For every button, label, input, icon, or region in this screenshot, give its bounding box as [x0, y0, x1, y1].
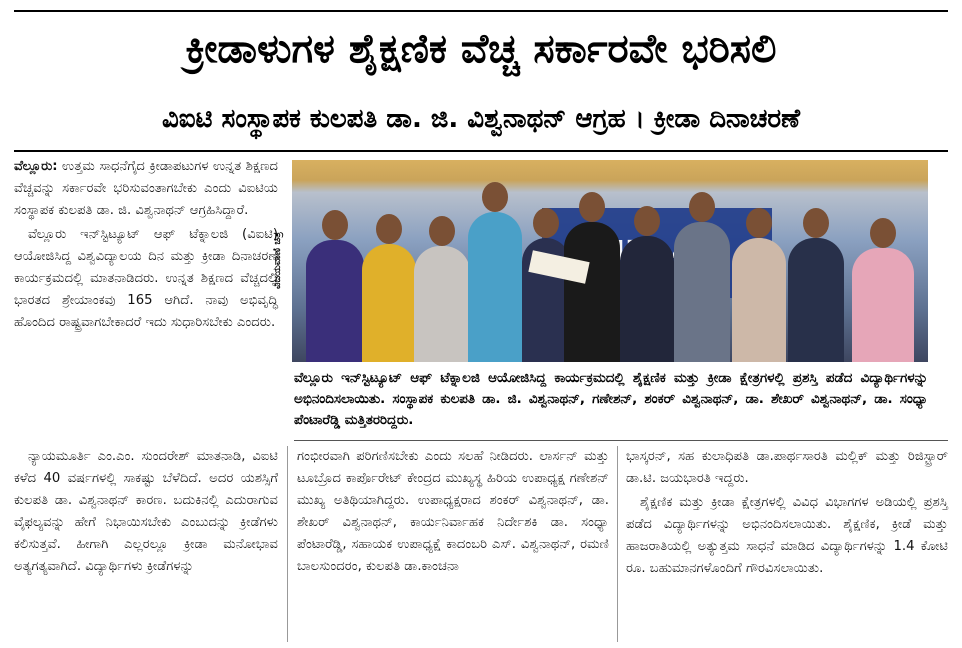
person-figure [362, 244, 416, 362]
event-photo [292, 160, 928, 362]
person-figure [564, 222, 620, 362]
column-1-bottom [14, 446, 278, 580]
column-2 [297, 446, 609, 580]
person-figure [620, 236, 674, 362]
dateline: ವೆಲ್ಲೂರು: [14, 159, 58, 174]
person-figure [414, 246, 470, 362]
subheadline: ವಿಐಟಿ ಸಂಸ್ಥಾಪಕ ಕುಲಪತಿ ಡಾ. ಜಿ. ವಿಶ್ವನಾಥನ್ ಆಗ್ರಹ । ಕ್ರೀಡಾ ದಿನಾಚರಣೆ [161, 104, 801, 134]
person-figure [788, 238, 844, 362]
paragraph-3: ನ್ಯಾಯಮೂರ್ತಿ ಎಂ.ಎಂ. ಸುಂದರೇಶ್ ಮಾತನಾಡಿ, ವಿಐಟಿ ಕಳೆದ 40 ವರ್ಷಗಳಲ್ಲಿ ಸಾಕಷ್ಟು ಬೆಳೆದಿದೆ. ಅದರ ಯಶಸ್ಸಿಗೆ ಕುಲಪತಿ ಡಾ. ವಿಶ್ವನಾಥನ್ ಕಾರಣ. ಬದುಕಿನಲ್ಲಿ ಎದುರಾಗುವ ವೈಫಲ್ಯವನ್ನು ಹೇಗೆ ನಿಭಾಯಿಸಬೇಕು ಎಂಬುದನ್ನು ಕ್ರೀಡೆಗಳು ಕಲಿಸುತ್ತವೆ. ಹೀಗಾಗಿ ಎಲ್ಲರಲ್ಲೂ ಕ್ರೀಡಾ ಮನೋಭಾವ ಅತ್ಯಗತ್ಯವಾಗಿದೆ. ವಿದ್ಯಾರ್ಥಿಗಳು ಕ್ರೀಡೆಗಳನ್ನು [14, 449, 278, 574]
paragraph-5: ಭಾಸ್ಕರನ್, ಸಹ ಕುಲಾಧಿಪತಿ ಡಾ.ಪಾರ್ಥಸಾರತಿ ಮಲ್ಲಿಕ್ ಮತ್ತು ರಿಜಿಸ್ಟ್ರಾರ್ ಡಾ.ಟಿ. ಜಯಭಾರತಿ ಇದ್ದರು. [626, 449, 948, 486]
person-figure [732, 238, 786, 362]
paragraph-1-text: ಉತ್ತಮ ಸಾಧನೆಗೈದ ಕ್ರೀಡಾಪಟುಗಳ ಉನ್ನತ ಶಿಕ್ಷಣದ ವೆಚ್ಚವನ್ನು ಸರ್ಕಾರವೇ ಭರಿಸುವಂತಾಗಬೇಕು ಎಂದು ವಿಐಟಿಯ ಸಂಸ್ಥಾಪಕ ಕುಲಪತಿ ಡಾ. ಜಿ. ವಿಶ್ವನಾಥನ್ ಆಗ್ರಹಿಸಿದ್ದಾರೆ. [14, 159, 278, 218]
paragraph-2: ವೆಲ್ಲೂರು ಇನ್‌ಸ್ಟಿಟ್ಯೂಟ್ ಆಫ್ ಟೆಕ್ನಾಲಜಿ (ವಿಐಟಿ) ಆಯೋಜಿಸಿದ್ದ ವಿಶ್ವವಿದ್ಯಾಲಯ ದಿನ ಮತ್ತು ಕ್ರೀಡಾ ದಿನಾಚರಣೆ ಕಾರ್ಯಕ್ರಮದಲ್ಲಿ ಮಾತನಾಡಿದರು. ಉನ್ನತ ಶಿಕ್ಷಣದ ವೆಚ್ಚದಲ್ಲಿ ಭಾರತದ ಶ್ರೇಯಾಂಕವು 165 ಆಗಿದೆ. ನಾವು ಅಭಿವೃದ್ಧಿ ಹೊಂದಿದ ರಾಷ್ಟ್ರವಾಗಬೇಕಾದರೆ ಇದು ಸುಧಾರಿಸಬೇಕು ಎಂದರು. [14, 227, 278, 330]
person-figure [674, 222, 730, 362]
paragraph-1 [14, 156, 278, 222]
caption-rule [294, 440, 948, 441]
photo-caption: ವೆಲ್ಲೂರು ಇನ್‌ಸ್ಟಿಟ್ಯೂಟ್ ಆಫ್ ಟೆಕ್ನಾಲಜಿ ಆಯೋಜಿಸಿದ್ದ ಕಾರ್ಯಕ್ರಮದಲ್ಲಿ ಶೈಕ್ಷಣಿಕ ಮತ್ತು ಕ್ರೀಡಾ ಕ್ಷೇತ್ರಗಳಲ್ಲಿ ಪ್ರಶಸ್ತಿ ಪಡೆದ ವಿದ್ಯಾರ್ಥಿಗಳನ್ನು ಅಭಿನಂದಿಸಲಾಯಿತು. ಸಂಸ್ಥಾಪಕ ಕುಲಪತಿ ಡಾ. ಜಿ. ವಿಶ್ವನಾಥನ್, ಗಣೇಶನ್, ಶಂಕರ್ ವಿಶ್ವನಾಥನ್, ಡಾ. ಶೇಖರ್ ವಿಶ್ವನಾಥನ್, ಡಾ. ಸಂಧ್ಯಾ ಪೆಂಟಾರೆಡ್ಡಿ ಮತ್ತಿತರರಿದ್ದರು. [294, 371, 928, 428]
headline: ಕ್ರೀಡಾಳುಗಳ ಶೈಕ್ಷಣಿಕ ವೆಚ್ಚ ಸರ್ಕಾರವೇ ಭರಿಸಲಿ [185, 26, 777, 72]
person-figure [468, 212, 522, 362]
column-divider [617, 446, 618, 642]
person-figure [306, 240, 364, 362]
paragraph-6: ಶೈಕ್ಷಣಿಕ ಮತ್ತು ಕ್ರೀಡಾ ಕ್ಷೇತ್ರಗಳಲ್ಲಿ ವಿವಿಧ ವಿಭಾಗಗಳ ಅಡಿಯಲ್ಲಿ ಪ್ರಶಸ್ತಿ ಪಡೆದ ವಿದ್ಯಾರ್ಥಿಗಳನ್ನು ಅಭಿನಂದಿಸಲಾಯಿತು. ಶೈಕ್ಷಣಿಕ, ಕ್ರೀಡೆ ಮತ್ತು ಹಾಜರಾತಿಯಲ್ಲಿ ಅತ್ಯುತ್ತಮ ಸಾಧನೆ ಮಾಡಿದ ವಿದ್ಯಾರ್ಥಿಗಳನ್ನು 1.4 ಕೋಟಿ ರೂ. ಬಹುಮಾನಗಳೊಂದಿಗೆ ಗೌರವಿಸಲಾಯಿತು. [626, 495, 948, 576]
top-rule [14, 10, 948, 12]
column-divider [287, 446, 288, 642]
photo-credit: ವಿಜಯವಾಣಿ ಚಿತ್ರ [272, 232, 283, 290]
column-1-top [14, 156, 278, 336]
paragraph-4: ಗಂಭೀರವಾಗಿ ಪರಿಗಣಿಸಬೇಕು ಎಂದು ಸಲಹೆ ನೀಡಿದರು. ಲಾರ್ಸನ್ ಮತ್ತು ಟೂಬ್ರೊದ ಕಾರ್ಪೊರೇಟ್ ಕೇಂದ್ರದ ಮುಖ್ಯಸ್ಥ ಹಿರಿಯ ಉಪಾಧ್ಯಕ್ಷ ಗಣೇಶನ್ ಮುಖ್ಯ ಅತಿಥಿಯಾಗಿದ್ದರು. ಉಪಾಧ್ಯಕ್ಷರಾದ ಶಂಕರ್ ವಿಶ್ವನಾಥನ್, ಡಾ. ಶೇಖರ್ ವಿಶ್ವನಾಥನ್, ಕಾರ್ಯನಿರ್ವಾಹಕ ನಿರ್ದೇಶಕಿ ಡಾ. ಸಂಧ್ಯಾ ಪೆಂಟಾರೆಡ್ಡಿ, ಸಹಾಯಕ ಉಪಾಧ್ಯಕ್ಷೆ ಕಾದಂಬರಿ ಎಸ್. ವಿಶ್ವನಾಥನ್, ರಮಣಿ ಬಾಲಸುಂದರಂ, ಕುಲಪತಿ ಡಾ.ಕಾಂಚನಾ [297, 449, 609, 574]
header-rule [14, 150, 948, 152]
column-3 [626, 446, 948, 582]
person-figure [852, 248, 914, 362]
